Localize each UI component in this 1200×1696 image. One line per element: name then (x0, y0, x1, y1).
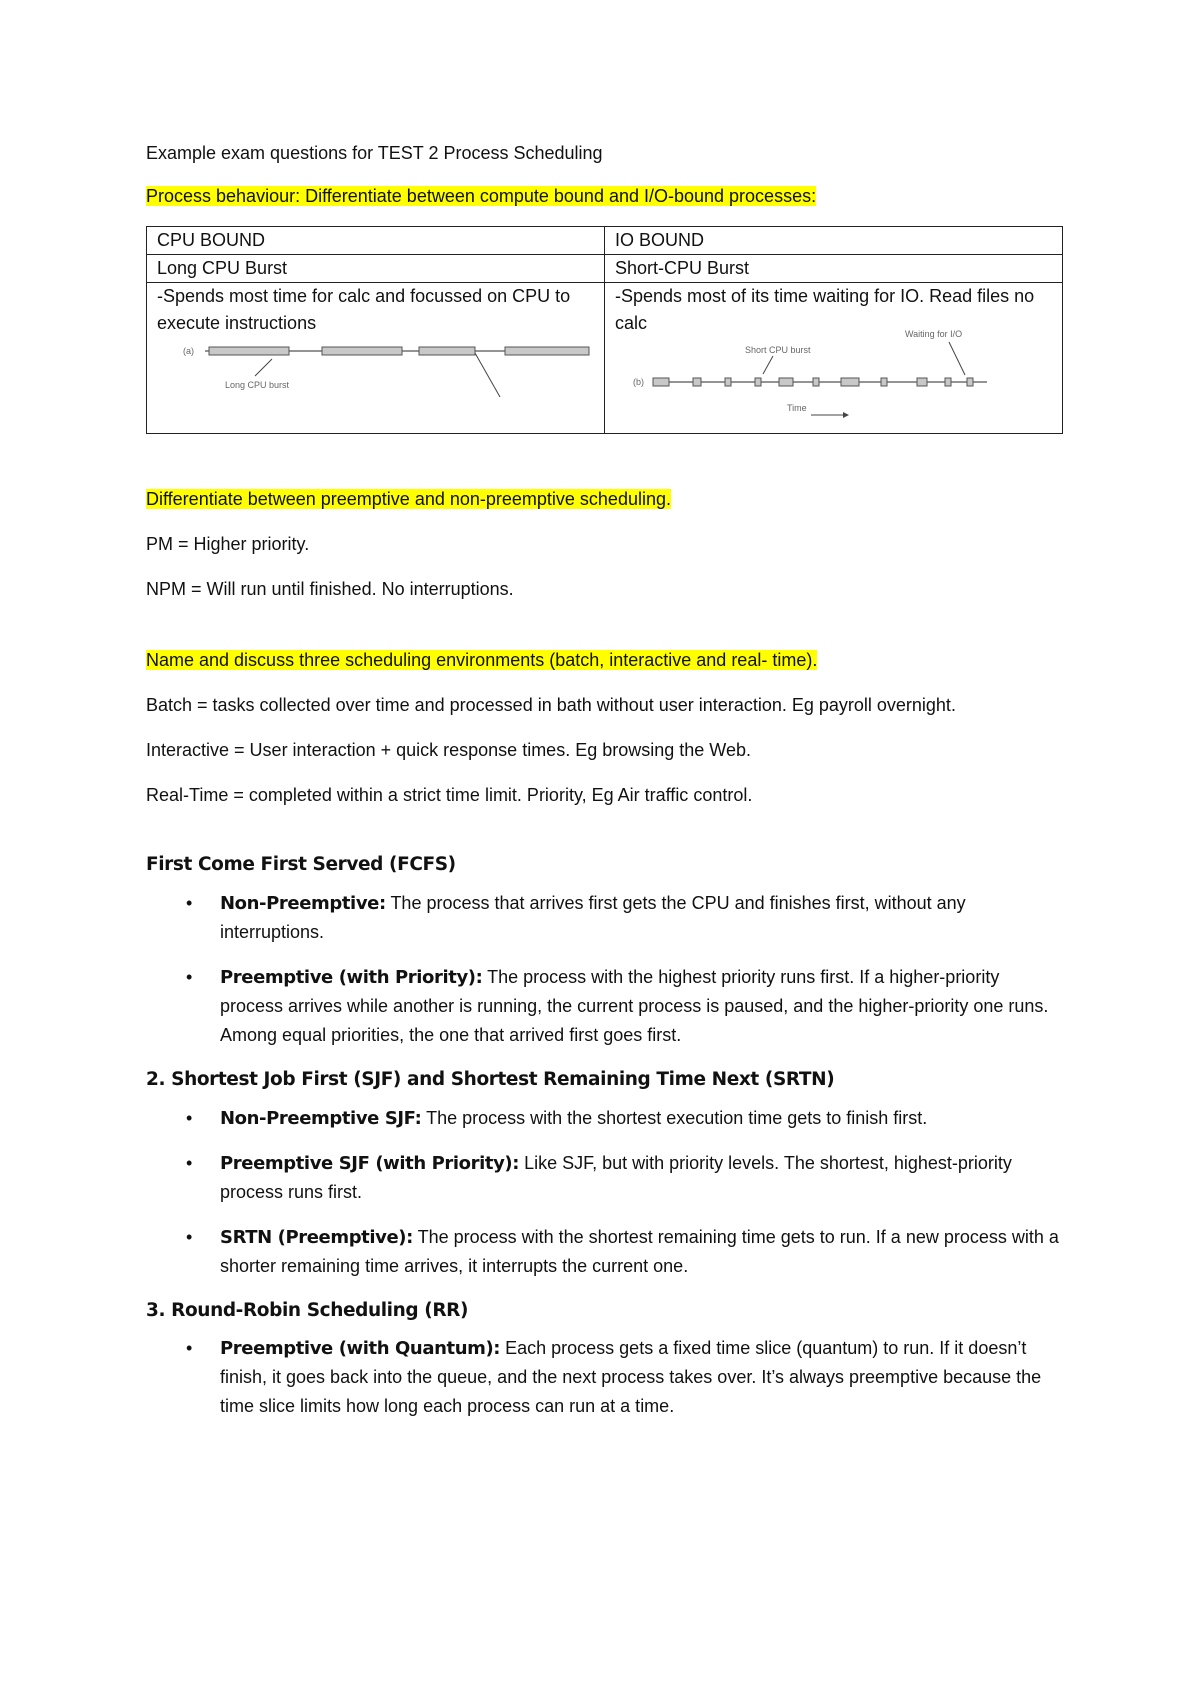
table-row (147, 227, 1063, 255)
burst-block (813, 378, 819, 386)
term: Preemptive SJF (with Priority): (220, 1152, 520, 1174)
io-bound-burst-diagram (615, 323, 1055, 423)
question-preemptive (146, 486, 1066, 513)
heading-sjf: 2. Shortest Job First (SJF) and Shortest Remaining Time Next (SRTN) (146, 1068, 835, 1090)
rr-list (146, 1334, 1066, 1421)
burst-block (693, 378, 701, 386)
heading-fcfs: First Come First Served (FCFS) (146, 854, 456, 875)
burst-block (881, 378, 887, 386)
burst-block (419, 347, 475, 355)
list-item (146, 1104, 1066, 1133)
cpu-bound-description: -Spends most time for calc and focussed on CPU to execute instructions (157, 286, 571, 333)
burst-block (653, 378, 669, 386)
burst-block (755, 378, 761, 386)
description: Each process gets a fixed time slice (quantum) to run. If it doesn’t finish, it goes back into the queue, and the next process takes over. It’s always preemptive because the time slice limits how long each process can run at a time. (220, 1338, 1042, 1417)
highlighted-question: Name and discuss three scheduling environments (batch, interactive and real- time). (146, 650, 818, 670)
burst-block (917, 378, 927, 386)
answer-pm: PM = Higher priority. (146, 534, 310, 554)
burst-block (841, 378, 859, 386)
table-cell: CPU BOUND (147, 227, 605, 255)
term: Preemptive (with Quantum): (220, 1338, 501, 1360)
list-item (146, 963, 1066, 1050)
description: The process that arrives first gets the CPU and finishes first, without any interruptions. (220, 892, 966, 942)
heading-rr: 3. Round-Robin Scheduling (RR) (146, 1299, 469, 1321)
table-cell-cpu-bound (147, 283, 605, 434)
burst-block (945, 378, 951, 386)
document-page (146, 140, 1066, 1437)
answer-realtime: Real-Time = completed within a strict time limit. Priority, Eg Air traffic control. (146, 785, 753, 805)
description: The process with the highest priority runs first. If a higher-priority process arrives while another is running, the current process is paused, and the higher-priority one runs. Among equal priorities, the one that arrived first goes first. (220, 966, 1049, 1045)
list-item (146, 1334, 1066, 1421)
diagram-label-a: (a) (183, 346, 194, 356)
bullet: • (186, 1226, 193, 1247)
diagram-caption-time: Time (787, 403, 807, 413)
bullet: • (186, 892, 193, 913)
burst-block (967, 378, 973, 386)
table-row (147, 255, 1063, 283)
diagram-caption-waiting: Waiting for I/O (905, 329, 963, 339)
answer-batch: Batch = tasks collected over time and processed in bath without user interaction. Eg payroll overnight. (146, 695, 956, 715)
table-cell-io-bound (605, 283, 1063, 434)
description: The process with the shortest execution time gets to finish first. (421, 1107, 928, 1128)
highlighted-question: Differentiate between preemptive and non-preemptive scheduling. (146, 489, 671, 509)
list-item (146, 1223, 1066, 1281)
bullet: • (186, 966, 193, 987)
term: SRTN (Preemptive): (220, 1226, 413, 1248)
diagram-caption-short-burst: Short CPU burst (745, 345, 811, 355)
fcfs-list (146, 889, 1066, 1050)
document-title: Example exam questions for TEST 2 Process Scheduling (146, 143, 603, 163)
table-cell: Long CPU Burst (147, 255, 605, 283)
question-process-behaviour (146, 183, 1066, 210)
burst-block (322, 347, 402, 355)
cpu-io-comparison-table (146, 226, 1063, 434)
list-item (146, 1149, 1066, 1207)
term: Non-Preemptive: (220, 892, 386, 914)
list-item (146, 889, 1066, 947)
table-cell: IO BOUND (605, 227, 1063, 255)
highlighted-question: Process behaviour: Differentiate between compute bound and I/O-bound processes: (146, 186, 817, 206)
diagram-caption-long-burst: Long CPU burst (225, 380, 290, 390)
burst-block (779, 378, 793, 386)
question-environments (146, 647, 1066, 674)
answer-interactive: Interactive = User interaction + quick response times. Eg browsing the Web. (146, 740, 751, 760)
io-bound-description: -Spends most of its time waiting for IO. Read files no calc (615, 286, 1035, 333)
bullet: • (186, 1152, 193, 1173)
bullet: • (186, 1107, 193, 1128)
bullet: • (186, 1338, 193, 1359)
diagram-label-b: (b) (633, 377, 644, 387)
burst-block (725, 378, 731, 386)
term: Preemptive (with Priority): (220, 966, 483, 988)
table-cell: Short-CPU Burst (605, 255, 1063, 283)
term: Non-Preemptive SJF: (220, 1107, 422, 1129)
table-row (147, 283, 1063, 434)
cpu-bound-burst-diagram (157, 339, 597, 413)
description: Like SJF, but with priority levels. The shortest, highest-priority process runs first. (220, 1152, 1012, 1202)
sjf-list (146, 1104, 1066, 1281)
burst-block (505, 347, 589, 355)
burst-block (209, 347, 289, 355)
description: The process with the shortest remaining time gets to run. If a new process with a shorter remaining time arrives, it interrupts the current one. (220, 1226, 1059, 1276)
answer-npm: NPM = Will run until finished. No interruptions. (146, 579, 514, 599)
